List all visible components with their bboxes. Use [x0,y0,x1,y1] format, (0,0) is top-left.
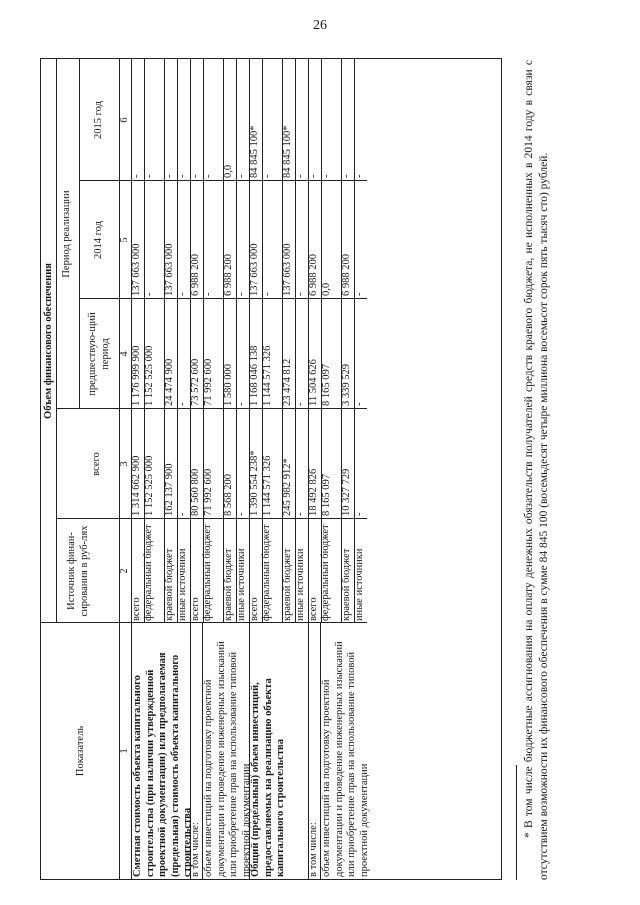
value-cell: 1 390 554 238* [249,450,260,516]
value-cell: - [164,174,175,178]
value-cell: - [236,402,247,406]
value-cell: 0,0 [321,282,332,296]
header-2014: 2014 год [93,221,104,259]
section-inclusive-label: в том числе: [308,822,319,877]
value-cell: 8 165 097 [321,474,332,516]
source-cell: иные источники [236,548,247,621]
value-cell: - [321,174,332,178]
section-title: Общий (предельный) объем инвестиций, предоставляемых на реализацию объекта капитального строительства [250,678,286,877]
value-cell: - [131,174,142,178]
value-cell: - [144,292,155,296]
column-number: 3 [119,461,130,467]
source-cell: иные источники [295,548,306,621]
footnote: * В том числе бюджетные ассигнования на оплату денежных обязательств получателей средств краевого бюджета, не исполненных в 2014 году в связи с отсутствием возможности их финансового обеспечения в сумме 84 845 100 (восемьдесят четыре миллиона восемьсот сорок пять тысяч сто) рублей. [523,60,550,880]
header-line [79,59,80,409]
header-previous-period: предшествую-щий период [87,312,111,396]
value-cell: - [354,292,365,296]
source-cell: иные источники [354,548,365,621]
value-cell: 0,0 [223,164,234,178]
value-cell: - [295,512,306,516]
value-cell: 71 992 600 [203,358,214,406]
value-cell: 137 663 000 [164,243,175,296]
source-cell: федеральный бюджет [202,524,213,621]
header-source: Источник финан-сирования в руб-лях [66,525,90,617]
column-number: 5 [119,237,130,243]
source-cell: федеральный бюджет [320,524,331,621]
value-cell: - [341,174,352,178]
value-cell: - [203,174,214,178]
header-line [56,59,57,623]
header-realization-period: Период реализации [61,190,72,278]
value-cell: - [177,174,188,178]
source-cell: федеральный бюджет [261,524,272,621]
column-number: 1 [119,748,130,754]
value-cell: - [190,174,201,178]
value-cell: - [262,292,273,296]
column-number: 6 [119,117,130,123]
section-inclusive-label: в том числе: [190,822,201,877]
source-cell: всего [308,597,319,621]
source-cell: всего [131,597,142,621]
value-cell: - [177,292,188,296]
value-cell: - [236,512,247,516]
section-subtitle: объем инвестиций на подготовку проектной документации и проведение инженерных изысканий или приобретение прав на использование типовой проектной документации [321,641,370,877]
value-cell: - [354,174,365,178]
column-number: 2 [119,568,130,574]
source-cell: краевой бюджет [164,548,175,621]
source-cell: иные источники [177,548,188,621]
value-cell: - [295,174,306,178]
value-cell: 73 572 600 [190,358,201,406]
value-cell: 8 568 200 [223,474,234,516]
header-funding-volume: Объем финансового обеспечения [43,263,54,419]
page-number: 26 [313,18,327,33]
value-cell: 80 560 800 [190,468,201,516]
value-cell: 6 988 200 [190,254,201,296]
value-cell: 84 845 100* [282,125,293,178]
section-title: Сметная стоимость объекта капитального строительства (при наличии утвержденной проектной документации) или предполагаемая (предельная) стоимость объекта капитального строительства [132,652,193,877]
header-2015: 2015 год [93,101,104,139]
rotated-landscape-page [40,60,580,880]
value-cell: 137 663 000 [249,243,260,296]
value-cell: - [262,174,273,178]
value-cell: - [295,402,306,406]
section-subtitle: объем инвестиций на подготовку проектной документации и проведение инженерных изысканий или приобретение прав на использование типовой проектной документации [203,641,252,877]
source-cell: федеральный бюджет [143,524,154,621]
value-cell: 71 992 600 [203,468,214,516]
footnote-rule [516,765,517,880]
value-cell: 23 474 812 [282,358,293,406]
value-cell: - [354,512,365,516]
source-cell: краевой бюджет [341,548,352,621]
value-cell: 1 144 571 326 [262,455,273,516]
value-cell: - [177,402,188,406]
funding-table [40,58,502,880]
source-cell: всего [249,597,260,621]
value-cell: 6 988 200 [308,254,319,296]
value-cell: - [236,292,247,296]
value-cell: 1 144 571 326 [262,345,273,406]
value-cell: 162 137 900 [164,463,175,516]
value-cell: - [236,174,247,178]
value-cell: 245 982 912* [282,458,293,516]
value-cell: - [308,174,319,178]
header-total: всего [91,452,102,476]
value-cell: 10 327 729 [341,468,352,516]
value-cell: 11 504 626 [308,359,319,406]
source-cell: всего [190,597,201,621]
value-cell: 1 152 525 000 [144,455,155,516]
value-cell: 6 988 200 [223,254,234,296]
value-cell: 1 580 000 [223,364,234,406]
value-cell: 1 176 999 900 [131,345,142,406]
value-cell: 24 474 900 [164,358,175,406]
source-cell: краевой бюджет [282,548,293,621]
value-cell: 6 988 200 [341,254,352,296]
source-cell: краевой бюджет [223,548,234,621]
value-cell: - [177,512,188,516]
value-cell: 8 165 097 [321,364,332,406]
value-cell: - [295,292,306,296]
value-cell: - [144,174,155,178]
value-cell: 137 663 000 [282,243,293,296]
value-cell: 1 314 662 900 [131,455,142,516]
value-cell: 1 168 046 138 [249,345,260,406]
value-cell: - [203,292,214,296]
value-cell: 84 845 100* [249,125,260,178]
value-cell: - [354,402,365,406]
value-cell: 1 152 525 000 [144,345,155,406]
value-cell: 18 492 826 [308,468,319,516]
header-indicator: Показатель [75,725,86,777]
value-cell: 3 339 529 [341,364,352,406]
value-cell: 137 663 000 [131,243,142,296]
column-number: 4 [119,351,130,357]
